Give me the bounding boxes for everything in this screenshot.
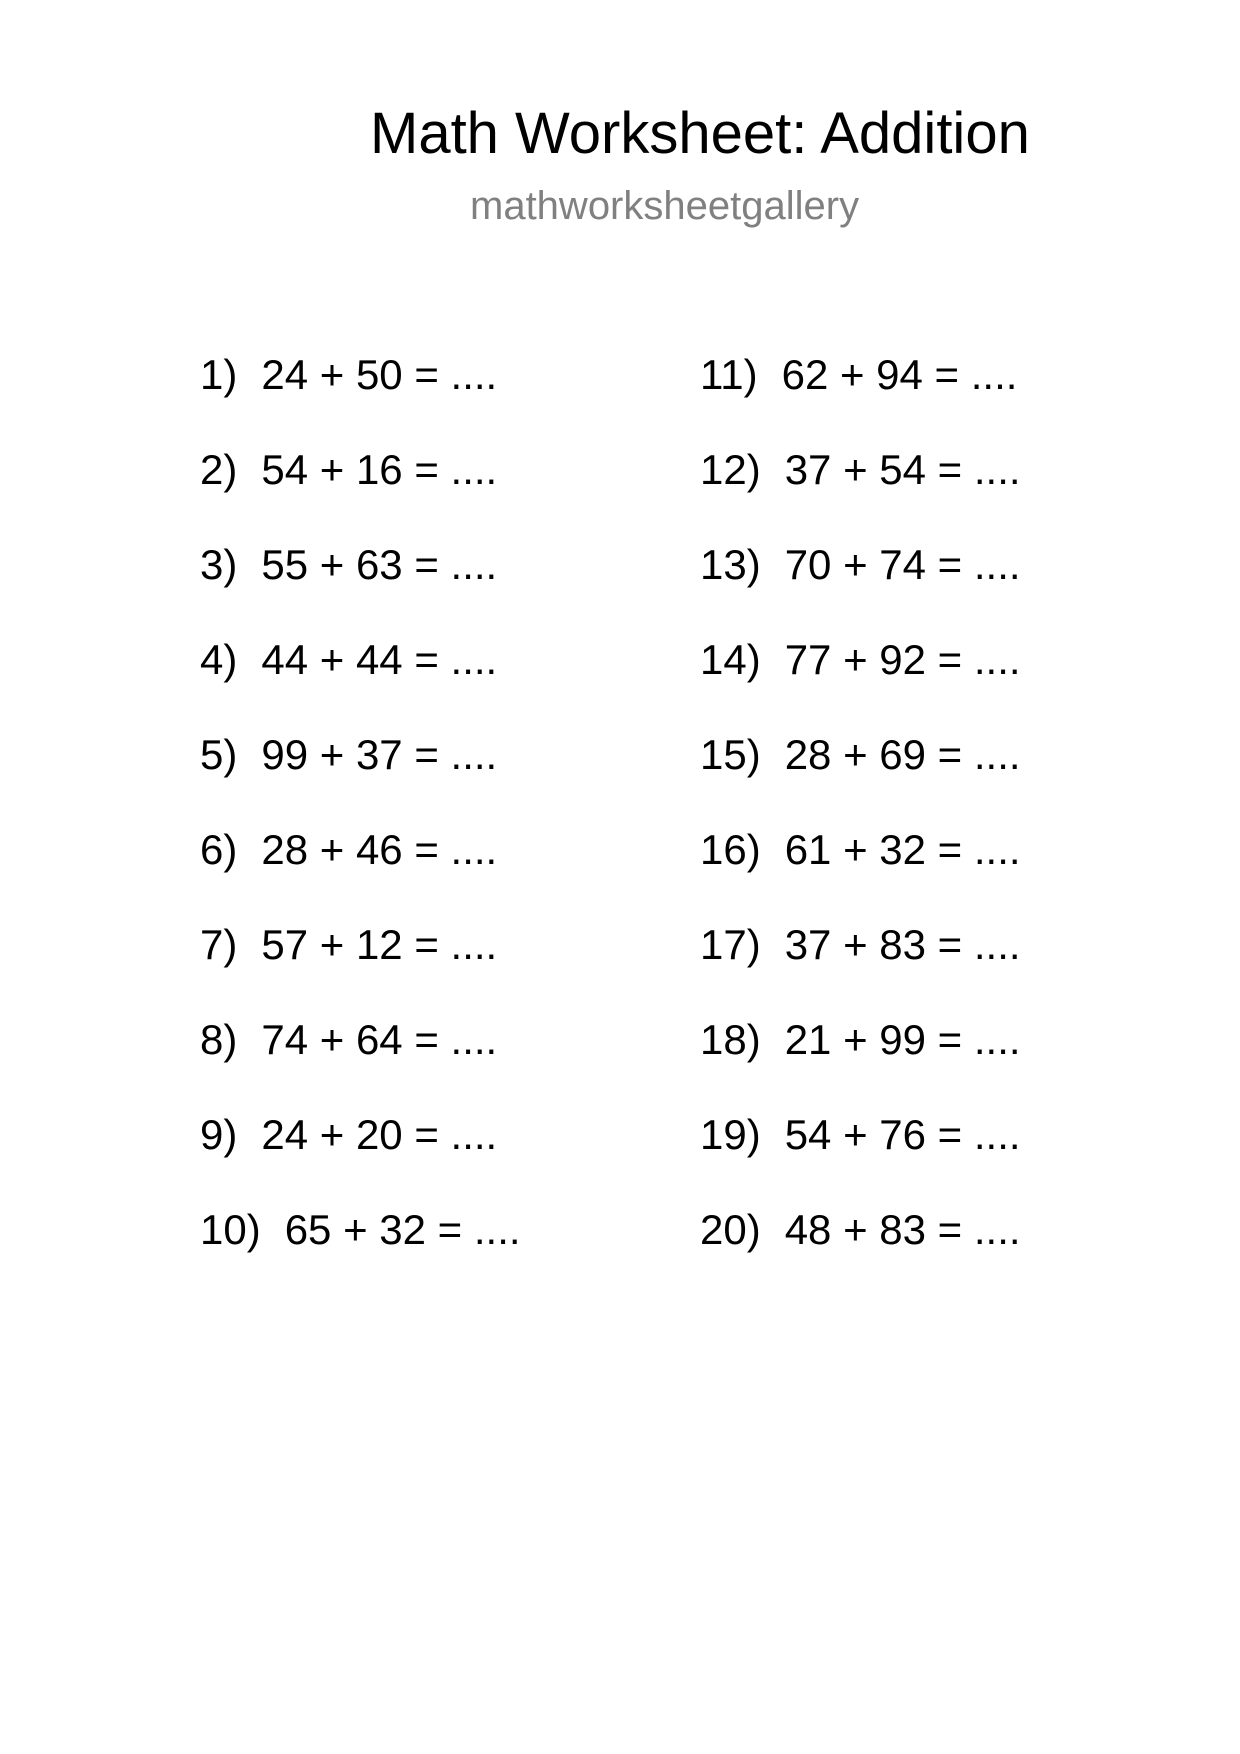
problem-item: [200, 1205, 521, 1300]
problem-number: 13): [700, 541, 761, 588]
problem-item: [700, 635, 1021, 730]
problem-number: 5): [200, 731, 238, 778]
problem-item: [700, 445, 1021, 540]
worksheet-title: Math Worksheet: Addition: [370, 101, 1030, 166]
problem-expression: 54 + 16 = ....: [261, 446, 498, 493]
problem-item: [200, 445, 521, 540]
problem-number: 14): [700, 636, 761, 683]
problem-item: [200, 1110, 521, 1205]
problem-expression: 57 + 12 = ....: [261, 921, 498, 968]
problem-number: 19): [700, 1111, 761, 1158]
problem-expression: 28 + 69 = ....: [784, 731, 1021, 778]
problem-item: [200, 825, 521, 920]
problem-number: 4): [200, 636, 238, 683]
problem-number: 6): [200, 826, 238, 873]
problem-expression: 99 + 37 = ....: [261, 731, 498, 778]
problem-expression: 37 + 54 = ....: [784, 446, 1021, 493]
worksheet-subtitle: mathworksheetgallery: [470, 184, 860, 228]
problem-number: 8): [200, 1016, 238, 1063]
problem-item: [700, 540, 1021, 635]
problem-item: [700, 1015, 1021, 1110]
problem-item: [700, 1110, 1021, 1205]
problem-expression: 62 + 94 = ....: [781, 351, 1018, 398]
problem-item: [200, 1015, 521, 1110]
problem-number: 20): [700, 1206, 761, 1253]
problem-item: [700, 1205, 1021, 1300]
problem-expression: 37 + 83 = ....: [784, 921, 1021, 968]
problem-expression: 77 + 92 = ....: [784, 636, 1021, 683]
problem-number: 18): [700, 1016, 761, 1063]
problem-expression: 44 + 44 = ....: [261, 636, 498, 683]
problem-item: [700, 920, 1021, 1015]
problem-expression: 54 + 76 = ....: [784, 1111, 1021, 1158]
problem-expression: 61 + 32 = ....: [784, 826, 1021, 873]
problem-expression: 24 + 20 = ....: [261, 1111, 498, 1158]
problem-number: 10): [200, 1206, 261, 1253]
problem-expression: 70 + 74 = ....: [784, 541, 1021, 588]
problem-item: [200, 920, 521, 1015]
problem-item: [700, 350, 1021, 445]
problem-item: [700, 730, 1021, 825]
problem-number: 2): [200, 446, 238, 493]
problem-number: 12): [700, 446, 761, 493]
problem-number: 1): [200, 351, 238, 398]
problem-expression: 21 + 99 = ....: [784, 1016, 1021, 1063]
problem-column-left: [200, 350, 521, 1300]
problem-item: [200, 635, 521, 730]
problem-number: 16): [700, 826, 761, 873]
problem-item: [700, 825, 1021, 920]
problem-item: [200, 540, 521, 635]
problem-number: 11): [700, 351, 758, 398]
problem-number: 3): [200, 541, 238, 588]
problem-number: 15): [700, 731, 761, 778]
problem-number: 17): [700, 921, 761, 968]
problem-number: 7): [200, 921, 238, 968]
problem-expression: 24 + 50 = ....: [261, 351, 498, 398]
problem-expression: 28 + 46 = ....: [261, 826, 498, 873]
problem-number: 9): [200, 1111, 238, 1158]
problem-item: [200, 350, 521, 445]
problem-expression: 65 + 32 = ....: [284, 1206, 521, 1253]
problem-column-right: [700, 350, 1021, 1300]
problem-expression: 55 + 63 = ....: [261, 541, 498, 588]
problem-expression: 48 + 83 = ....: [784, 1206, 1021, 1253]
problem-item: [200, 730, 521, 825]
problem-expression: 74 + 64 = ....: [261, 1016, 498, 1063]
